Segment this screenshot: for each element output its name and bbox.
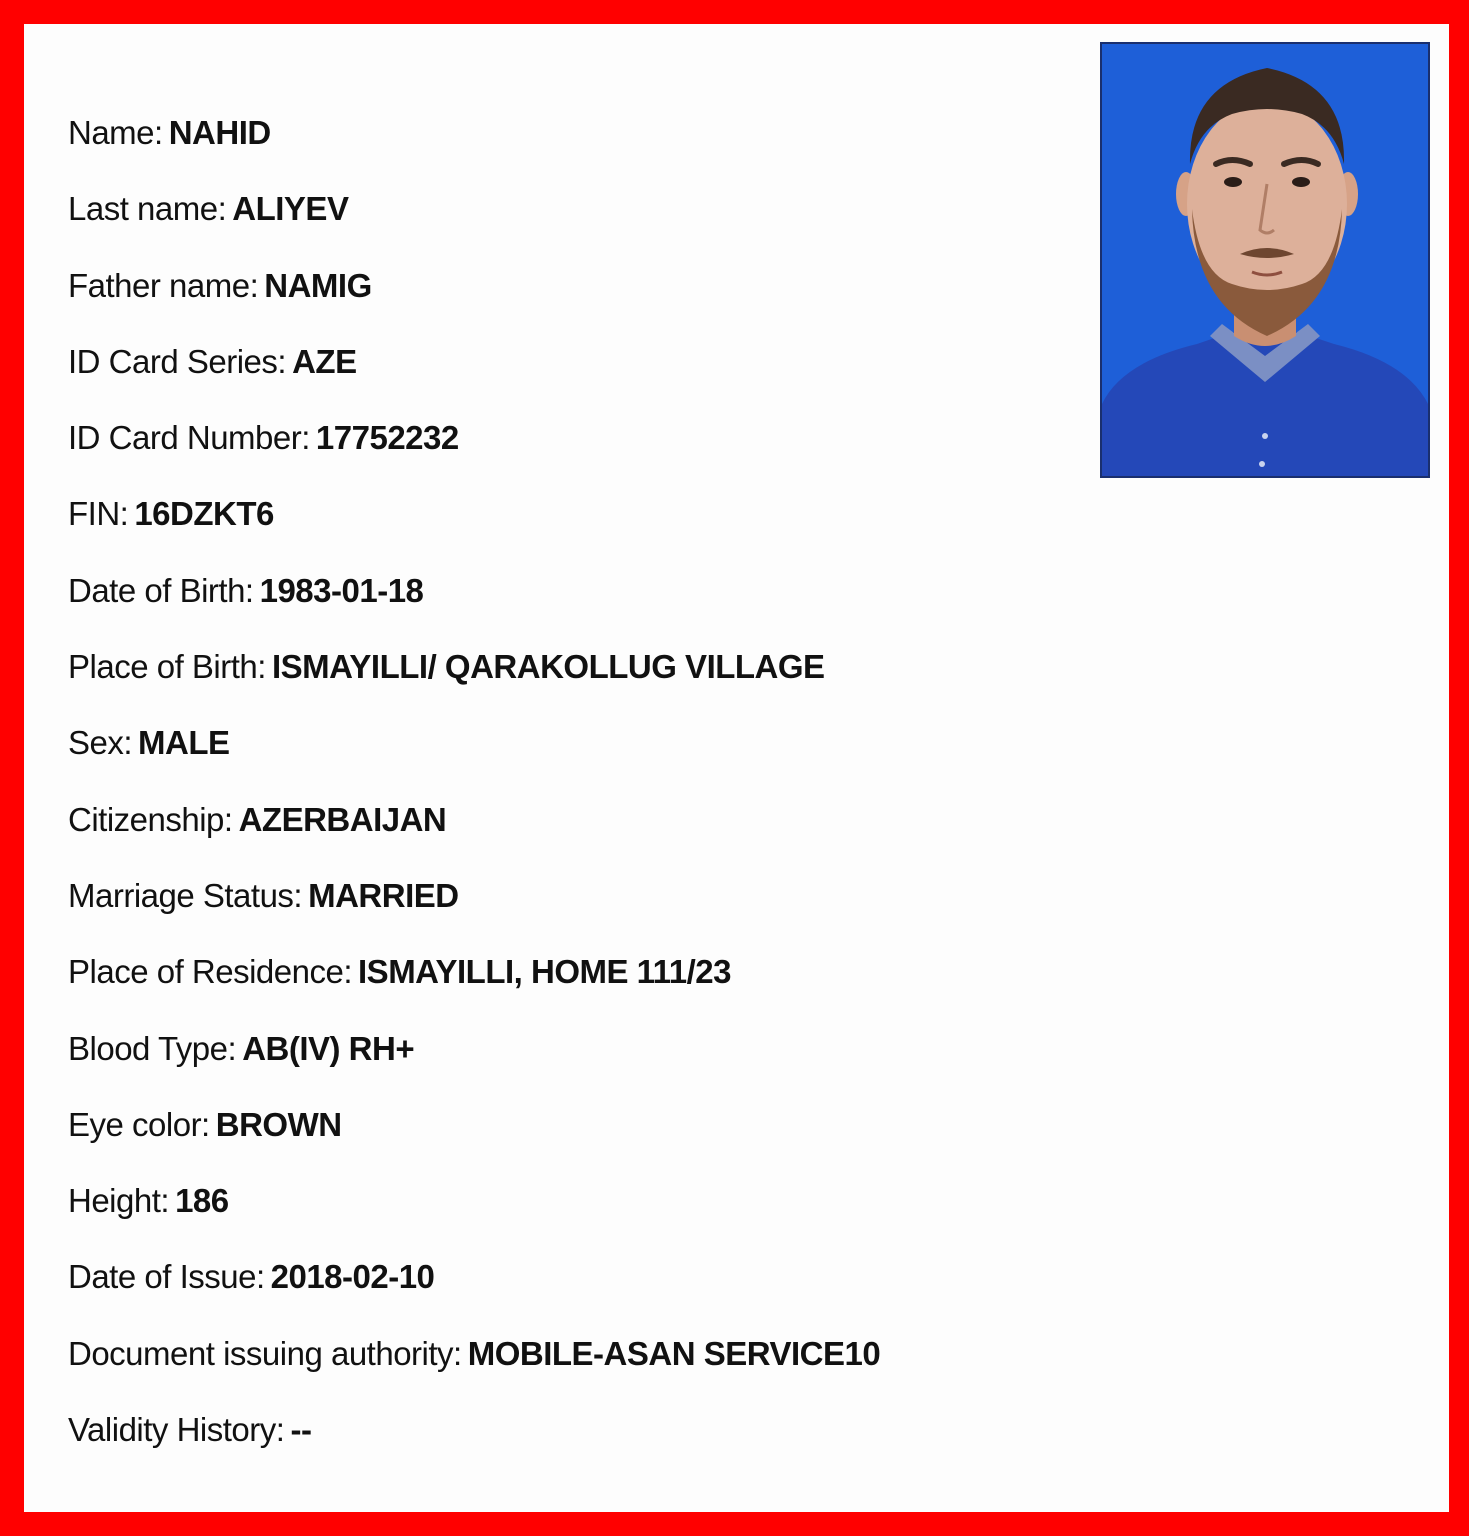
field-value: 17752232 (315, 419, 459, 457)
field-date-of-issue (68, 1254, 1068, 1330)
field-label: Citizenship: (68, 800, 233, 838)
field-value: AB(IV) RH+ (242, 1029, 415, 1067)
field-value: ALIYEV (232, 190, 349, 228)
shirt-button (1259, 461, 1265, 467)
portrait-illustration (1102, 44, 1428, 476)
field-place-of-residence (68, 949, 1068, 1025)
field-label: Sex: (68, 724, 133, 762)
field-id-card-number (68, 415, 1068, 491)
field-value: -- (290, 1411, 312, 1449)
field-marriage-status (68, 873, 1068, 949)
field-value: MOBILE-ASAN SERVICE10 (467, 1334, 881, 1372)
id-record-sheet (24, 24, 1449, 1512)
field-citizenship (68, 797, 1068, 873)
field-sex (68, 720, 1068, 796)
field-label: Last name: (68, 190, 227, 228)
field-label: Date of Birth: (68, 571, 254, 609)
field-value: 186 (175, 1182, 229, 1220)
field-label: ID Card Number: (68, 419, 310, 457)
portrait-photo (1100, 42, 1430, 478)
field-value: 1983-01-18 (259, 571, 424, 609)
field-label: Eye color: (68, 1105, 210, 1143)
field-value: 2018-02-10 (270, 1258, 435, 1296)
field-last-name (68, 186, 1068, 262)
field-eye-color (68, 1102, 1068, 1178)
field-label: Father name: (68, 266, 259, 304)
field-value: AZERBAIJAN (238, 800, 447, 838)
field-validity-history (68, 1407, 1068, 1483)
shirt-button (1262, 433, 1268, 439)
field-label: Document issuing authority: (68, 1334, 462, 1372)
field-label: Date of Issue: (68, 1258, 265, 1296)
field-label: Height: (68, 1182, 170, 1220)
right-eye (1292, 177, 1310, 187)
left-eye (1224, 177, 1242, 187)
field-date-of-birth (68, 568, 1068, 644)
field-father-name (68, 263, 1068, 339)
field-value: NAHID (168, 114, 271, 151)
field-place-of-birth (68, 644, 1068, 720)
field-value: 16DZKT6 (134, 495, 274, 533)
field-label: Blood Type: (68, 1029, 237, 1067)
field-label: Validity History: (68, 1411, 285, 1449)
field-label: Place of Birth: (68, 648, 266, 686)
field-label: ID Card Series: (68, 342, 287, 380)
field-value: ISMAYILLI, HOME 111/23 (358, 953, 731, 991)
field-name (68, 110, 1068, 186)
field-label: Marriage Status: (68, 876, 303, 914)
field-fin (68, 491, 1068, 567)
id-fields-list (68, 110, 1068, 1483)
field-blood-type (68, 1026, 1068, 1102)
field-id-card-series (68, 339, 1068, 415)
field-label: Place of Residence: (68, 953, 353, 991)
field-value: BROWN (215, 1105, 342, 1143)
field-value: AZE (292, 342, 357, 380)
field-label: Name: (68, 114, 163, 151)
field-issuing-authority (68, 1331, 1068, 1407)
field-value: MARRIED (308, 876, 459, 914)
field-height (68, 1178, 1068, 1254)
field-value: ISMAYILLI/ QARAKOLLUG VILLAGE (271, 648, 825, 686)
field-label: FIN: (68, 495, 129, 533)
field-value: NAMIG (264, 266, 372, 304)
field-value: MALE (138, 724, 230, 762)
